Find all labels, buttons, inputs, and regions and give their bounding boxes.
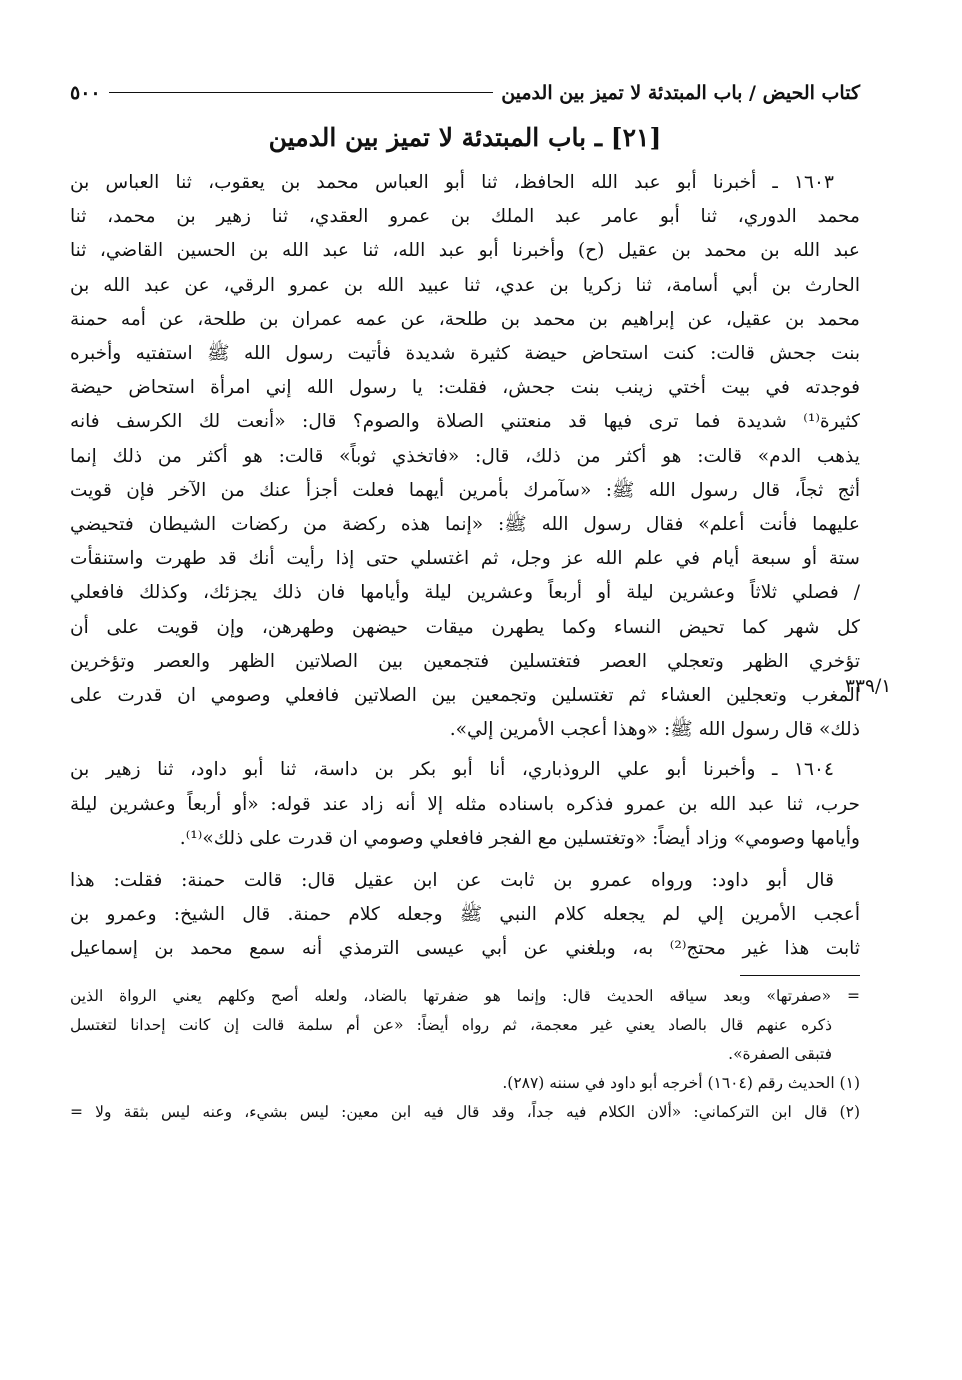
footnote-separator <box>740 975 860 976</box>
hadith-1603-line: تؤخري الظهر وتعجلي العصر فتغتسلين فتجمعين بين الصلاتين الظهر والعصر وتؤخرين <box>70 650 860 672</box>
hadith-1603-line: محمد الدوري، ثنا أبو عامر عبد الملك بن عمرو العقدي، ثنا زهير بن محمد، ثنا <box>70 206 860 228</box>
footnote-2: (٢) قال ابن التركماني: «ألان الكلام فيه جداً، وقد قال فيه ابن معين: ليس بشيء، وعنه ليس بثقة ولا = <box>70 1102 860 1121</box>
commentary-line: قال أبو داود: ورواه عمرو بن ثابت عن ابن عقيل قال: قالت حمنة: فقلت: هذا <box>70 870 834 892</box>
hadith-1604-line: حرب، ثنا عبد الله بن عمرو فذكره باسناده مثله إلا أنه زاد عند قوله: «أو أربعاً وعشرين ليلة <box>70 793 860 815</box>
hadith-1603-line: محمد بن عقيل، عن إبراهيم بن محمد بن طلحة، عن عمه عمران بن طلحة، عن أمه حمنة <box>70 308 860 330</box>
hadith-1603-line: عبد الله بن محمد بن عقيل (ح) وأخبرنا أبو عبد الله، ثنا عبد الله بن الحسين القاضي، ثنا <box>70 240 860 262</box>
hadith-1603-line: فوجدته في بيت أختي زينب بنت جحش، فقلت: يا رسول الله إني امرأة استحاض حيضة <box>70 377 860 399</box>
footnote-continuation-line: فتبقى الصفرة». <box>728 1044 832 1063</box>
hadith-1603-line: يذهب الدم» قالت: هو أكثر من ذلك، قال: «فاتخذي ثوباً» قالت: هو أكثر من ذلك إنما <box>70 445 860 467</box>
hadith-1603-line: المغرب وتعجلين العشاء ثم تغتسلين وتجمعين بين الصلاتين فافعلي وصومي ان قدرت على <box>70 685 860 707</box>
commentary-line: ثابت هذا غير محتج⁽²⁾ به، وبلغني عن أبي عيسى الترمذي أنه سمع محمد بن إسماعيل <box>70 938 860 960</box>
hadith-1604 <box>70 753 860 856</box>
footnote-1: (١) الحديث رقم (١٦٠٤) أخرجه أبو داود في سننه (٢٨٧). <box>502 1073 860 1092</box>
commentary-line: أعجب الأمرين إلي لم يجعله كلام النبي ﷺ وجعله كلام حمنة. قال الشيخ: وعمرو بن <box>70 904 860 926</box>
footnotes <box>70 982 860 1127</box>
hadith-1604-line: وأيامها وصومي» وزاد أيضاً: «وتغتسلين مع الفجر فافعلي وصومي ان قدرت على ذلك»⁽¹⁾. <box>179 827 860 849</box>
margin-reference: ٣٣٩/١ <box>845 676 892 697</box>
running-title: كتاب الحيض / باب المبتدئة لا تميز بين الدمين <box>501 82 860 104</box>
footnote-continuation-line: ذكره عنهم قال بالصاد يعني غير معجمة، ثم رواه أيضاً: «عن أم سلمة قالت إن كانت إحدانا لتغتسل <box>70 1015 832 1034</box>
chapter-title: [٢١] ـ باب المبتدئة لا تميز بين الدمين <box>268 123 662 152</box>
hadith-1603-line: ١٦٠٣ ـ أخبرنا أبو عبد الله الحافظ، ثنا أبو العباس محمد بن يعقوب، ثنا العباس بن <box>70 172 834 193</box>
hadith-1603-line: كثيرة⁽¹⁾ شديدة فما ترى فيها قد منعتني الصلاة والصوم؟ قال: «أنعت لك الكرسف فانه <box>70 411 860 433</box>
hadith-1603 <box>70 166 860 747</box>
hadith-1603-line: ذلك» قال رسول الله ﷺ: «وهذا أعجب الأمرين إلي». <box>449 719 860 741</box>
header-rule <box>109 92 494 93</box>
hadith-1603-line: كل شهر كما تحيض النساء وكما يطهرن ميقات حيضهن وطهرهن، وإن قويت على أن <box>70 616 860 638</box>
commentary <box>70 864 860 967</box>
page-number: ٥٠٠ <box>70 82 101 104</box>
hadith-1604-line: ١٦٠٤ ـ وأخبرنا أبو علي الروذباري، أنا أبو بكر بن داسة، ثنا أبو داود، ثنا زهير بن <box>70 759 834 781</box>
hadith-1603-line: / فصلي ثلاثاً وعشرين ليلة أو أربعاً وعشرين ليلة وأيامها فان ذلك يجزئك، وكذلك فافعلي <box>70 582 860 604</box>
page-body <box>70 80 860 1127</box>
footnote-continuation-line: = «صفرتها» وبعد سياقه الحديث قال: وإنما هو ضفرتها بالضاد، ولعله أصح وكلهم يعني الرواة الذين <box>70 986 860 1005</box>
hadith-1603-line: أثج ثجاً، قال رسول الله ﷺ: «سآمرك بأمرين أيهما فعلت أجزأ عنك من الآخر فإن قويت <box>70 479 860 501</box>
hadith-1603-line: الحارث بن أبي أسامة، ثنا زكريا بن عدي، ثنا عبيد الله بن عمرو الرقي، عن عبد الله بن <box>70 274 860 296</box>
hadith-1603-line: ستة أو سبعة أيام في علم الله عز وجل، ثم اغتسلي حتى إذا رأيت أنك قد طهرت واستنقأت <box>70 548 860 570</box>
hadith-1603-line: عليهما فأنت أعلم» فقال رسول الله ﷺ: «إنما هذه ركضة من ركضات الشيطان فتحيضي <box>70 514 860 536</box>
running-header <box>70 80 860 106</box>
hadith-1603-line: بنت جحش قالت: كنت استحاض حيضة كثيرة شديدة فأتيت رسول الله ﷺ استفتيه وأخبره <box>70 343 860 365</box>
